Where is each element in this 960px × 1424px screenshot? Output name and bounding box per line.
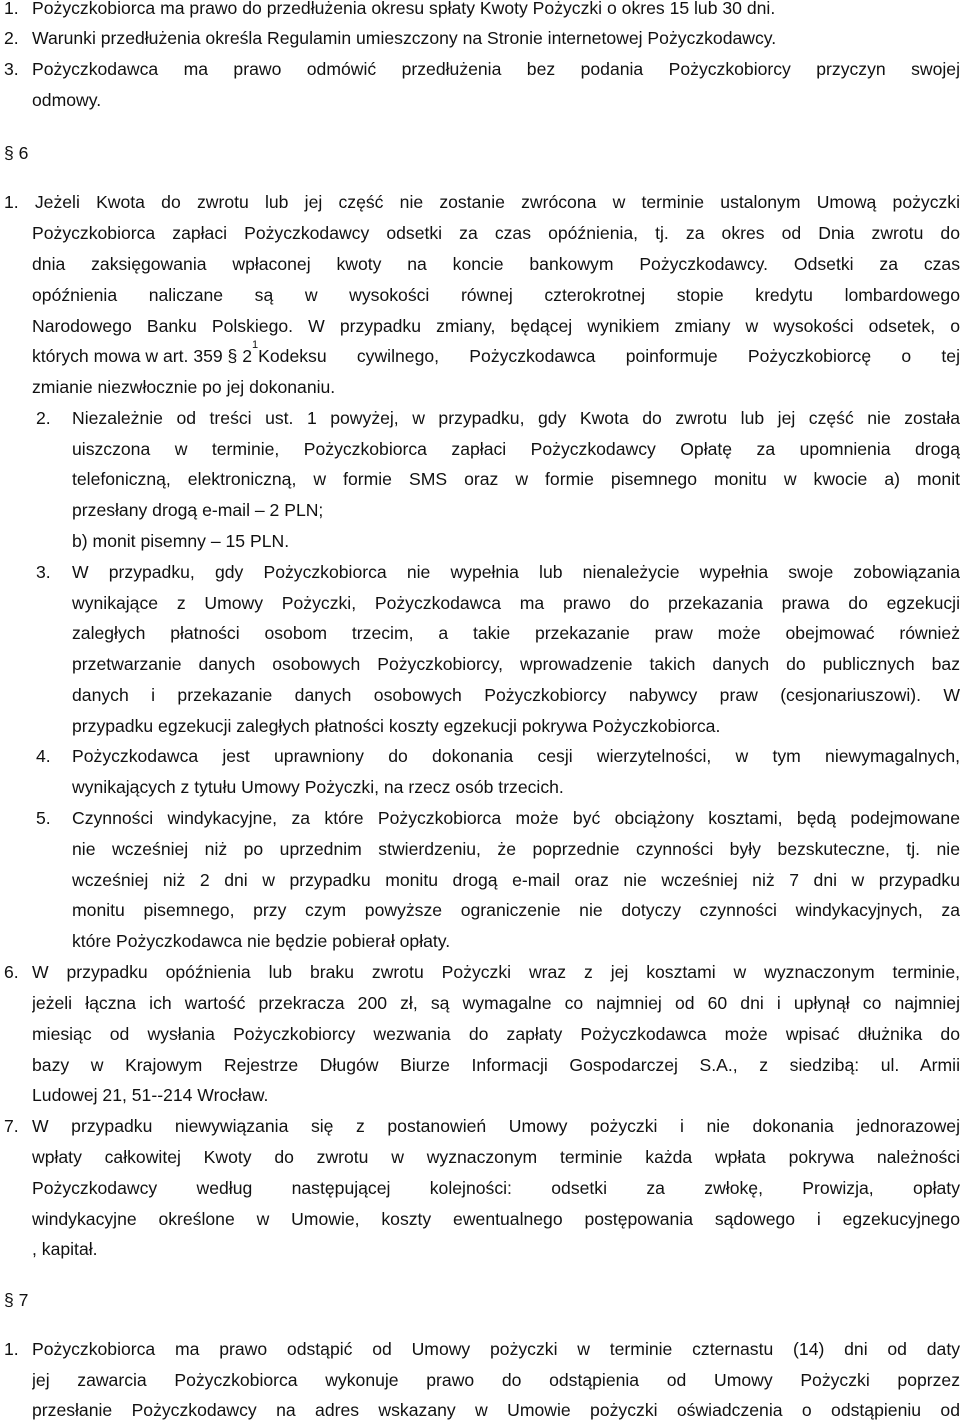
text-run: których mowa w art. 359 § 2 — [32, 346, 253, 366]
paragraph-line: W przypadku opóźnienia lub braku zwrotu Pożyczki wraz z jej kosztami w wyznaczonym terminie, — [32, 962, 960, 982]
paragraph-line: Pożyczkobiorca ma prawo odstąpić od Umowy pożyczki w terminie czternastu (14) dni od daty — [32, 1339, 960, 1359]
list-number: 2. — [36, 408, 51, 428]
paragraph-line: monitu pisemnego, przy czym powyższe ograniczenie nie dotyczy czynności windykacyjnych, za — [72, 900, 960, 920]
paragraph-line: Warunki przedłużenia określa Regulamin umieszczony na Stronie internetowej Pożyczkodawcy. — [32, 28, 777, 48]
paragraph-line: przesłany drogą e-mail – 2 PLN; — [72, 500, 324, 520]
paragraph-line: W przypadku, gdy Pożyczkobiorca nie wypełnia lub nienależycie wypełnia swoje zobowiązania — [72, 562, 960, 582]
paragraph-line: Ludowej 21, 51--214 Wrocław. — [32, 1085, 269, 1105]
paragraph-line: uiszczona w terminie, Pożyczkobiorca zapłaci Pożyczkodawcy Opłatę za upomnienia drogą — [72, 439, 960, 459]
paragraph-line: wynikających z tytułu Umowy Pożyczki, na rzecz osób trzecich. — [72, 777, 564, 797]
paragraph-line: przetwarzanie danych osobowych Pożyczkobiorcy, wprowadzenie takich danych do publicznych baz — [72, 654, 960, 674]
paragraph-line: nie wcześniej niż po uprzednim stwierdzeniu, że poprzednie czynności były bezskuteczne, tj. nie — [72, 839, 960, 859]
list-number: 2. — [4, 28, 19, 48]
paragraph-line: , kapitał. — [32, 1239, 98, 1259]
paragraph-line: przypadku egzekucji zaległych płatności koszty egzekucji pokrywa Pożyczkobiorca. — [72, 716, 721, 736]
paragraph-line: zaległych płatności osobom trzecim, a takie przekazanie praw może obejmować również — [72, 623, 960, 643]
list-number: 1. — [4, 1339, 19, 1359]
list-number: 6. — [4, 962, 19, 982]
paragraph-line: Niezależnie od treści ust. 1 powyżej, w przypadku, gdy Kwota do zwrotu lub jej część nie została — [72, 408, 960, 428]
paragraph-line: Pożyczkobiorca zapłaci Pożyczkodawcy odsetki za czas opóźnienia, tj. za okres od Dnia zwrotu do — [32, 223, 960, 243]
list-number: 3. — [36, 562, 51, 582]
paragraph-line: wpłaty całkowitej Kwoty do zwrotu w wyznaczonym terminie każda wpłata pokrywa należności — [32, 1147, 960, 1167]
paragraph-line: jej zawarcia Pożyczkobiorca wykonuje prawo do odstąpienia od Umowy Pożyczki poprzez — [32, 1370, 960, 1390]
paragraph-line: wynikające z Umowy Pożyczki, Pożyczkodawca ma prawo do przekazania prawa do egzekucji — [72, 593, 960, 613]
superscript: 1 — [252, 339, 259, 351]
paragraph-line: dnia zaksięgowania wpłaconej kwoty na koncie bankowym Pożyczkodawcy. Odsetki za czas — [32, 254, 960, 274]
paragraph-line: telefoniczną, elektroniczną, w formie SMS oraz w formie pisemnego monitu w kwocie a) monit — [72, 469, 960, 489]
paragraph-line — [32, 339, 960, 367]
paragraph-line: Pożyczkobiorca ma prawo do przedłużenia okresu spłaty Kwoty Pożyczki o okres 15 lub 30 dni. — [32, 0, 776, 18]
list-number: 1. — [4, 0, 19, 18]
paragraph-line: opóźnienia naliczane są w wysokości równej czterokrotnej stopie kredytu lombardowego — [32, 285, 960, 305]
list-number: 5. — [36, 808, 51, 828]
list-number: 3. — [4, 59, 19, 79]
paragraph-line: b) monit pisemny – 15 PLN. — [72, 531, 290, 551]
paragraph-line: Pożyczkodawca ma prawo odmówić przedłużenia bez podania Pożyczkobiorcy przyczyn swojej — [32, 59, 960, 79]
paragraph-line: W przypadku niewywiązania się z postanowień Umowy pożyczki i nie dokonania jednorazowej — [32, 1116, 960, 1136]
paragraph-line: Pożyczkodawcy według następującej kolejności: odsetki za zwłokę, Prowizja, opłaty — [32, 1178, 960, 1198]
paragraph-line: przesłanie Pożyczkodawcy na adres wskazany w Umowie pożyczki oświadczenia o odstąpieniu od — [32, 1400, 960, 1420]
paragraph-line: które Pożyczkodawca nie będzie pobierał opłaty. — [72, 931, 451, 951]
paragraph-line: odmowy. — [32, 90, 102, 110]
list-number: 7. — [4, 1116, 19, 1136]
paragraph-line: wcześniej niż 2 dni w przypadku monitu drogą e-mail oraz nie wcześniej niż 7 dni w przypadku — [72, 870, 960, 890]
section-heading: § 7 — [4, 1290, 29, 1310]
paragraph-line: miesiąc od wysłania Pożyczkobiorcy wezwania do zapłaty Pożyczkodawca może wpisać dłużnika do — [32, 1024, 960, 1044]
paragraph-line: Czynności windykacyjne, za które Pożyczkobiorca może być obciążony kosztami, będą podejmowane — [72, 808, 960, 828]
paragraph-line: bazy w Krajowym Rejestrze Długów Biurze Informacji Gospodarczej S.A., z siedzibą: ul. Armii — [32, 1055, 960, 1075]
paragraph-line: 1. Jeżeli Kwota do zwrotu lub jej część nie zostanie zwrócona w terminie ustalonym Umową pożyczki — [4, 192, 960, 212]
list-number: 4. — [36, 746, 51, 766]
paragraph-line: Pożyczkodawca jest uprawniony do dokonania cesji wierzytelności, w tym niewymagalnych, — [72, 746, 960, 766]
paragraph-line: windykacyjne określone w Umowie, koszty ewentualnego postępowania sądowego i egzekucyjnego — [32, 1209, 960, 1229]
paragraph-line: Narodowego Banku Polskiego. W przypadku zmiany, będącej wynikiem zmiany w wysokości odsetek, o — [32, 316, 960, 336]
section-heading: § 6 — [4, 143, 29, 163]
text-run: Kodeksu cywilnego, Pożyczkodawca poinformuje Pożyczkobiorcę o tej — [258, 346, 960, 366]
paragraph-line: jeżeli łączna ich wartość przekracza 200 zł, są wymagalne co najmniej od 60 dni i upłynął co najmniej — [32, 993, 960, 1013]
paragraph-line: zmianie niezwłocznie po jej dokonaniu. — [32, 377, 336, 397]
paragraph-line: danych i przekazanie danych osobowych Pożyczkobiorcy nabywcy praw (cesjonariuszowi). W — [72, 685, 960, 705]
